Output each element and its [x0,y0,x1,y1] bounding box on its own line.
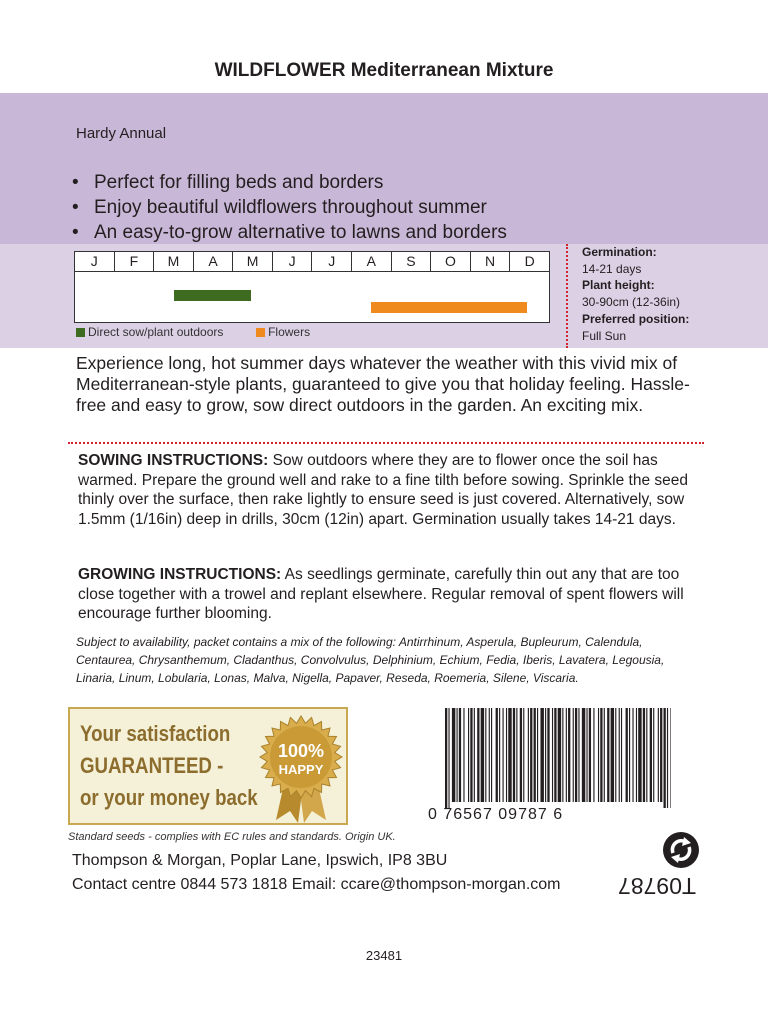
dotted-divider [68,442,704,444]
product-code: T09787 [618,873,697,899]
barcode-bar [457,708,458,802]
barcode-bar [566,708,567,802]
barcode [445,708,671,808]
barcode-bar [667,708,668,808]
growing-instructions [78,565,708,624]
guarantee-line: Your satisfaction [80,721,231,746]
badge-happy: HAPPY [278,762,324,777]
barcode-bar [615,708,616,802]
barcode-bar [448,708,449,808]
barcode-bar [516,708,517,802]
barcode-bar [474,708,475,802]
barcode-bar [604,708,605,802]
germination-value: 14-21 days [582,262,642,276]
barcode-bar [670,708,671,808]
barcode-bar [653,708,654,802]
month-label: N [471,252,511,271]
sowing-instructions [78,451,708,529]
position-label: Preferred position: [582,312,690,326]
barcode-bar [582,708,585,802]
sow-swatch [76,328,85,337]
month-label: A [194,252,234,271]
barcode-bar [629,708,630,802]
barcode-bar [477,708,479,802]
legend-sow-label: Direct sow/plant outdoors [88,325,224,339]
month-label: D [524,253,535,269]
barcode-bar [650,708,652,802]
month-header [75,252,549,272]
barcode-bar [540,708,543,802]
month-label: F [115,252,155,271]
barcode-bar [545,708,546,802]
barcode-bar [534,708,536,802]
happy-badge-icon [258,715,344,825]
barcode-bar [568,708,570,802]
recycle-icon [662,831,700,869]
position-value: Full Sun [582,329,627,343]
month-label: J [273,252,313,271]
plant-type: Hardy Annual [76,125,167,142]
barcode-bar [626,708,628,802]
barcode-bar [589,708,591,802]
barcode-bar [489,708,490,802]
calendar-legend [76,325,310,339]
bullet-text: Perfect for filling beds and borders [94,172,384,193]
barcode-bar [445,708,447,808]
barcode-bar [508,708,511,802]
guarantee-panel [68,707,348,825]
barcode-bar [632,708,633,802]
barcode-bar [658,708,659,802]
barcode-bar [636,708,637,802]
sowing-calendar [74,251,550,323]
barcode-bar [619,708,620,802]
standards-note: Standard seeds - complies with EC rules and standards. Origin UK. [68,831,396,843]
month-label: M [233,252,273,271]
barcode-bar [638,708,641,802]
height-label: Plant height: [582,278,655,292]
month-label: S [392,252,432,271]
barcode-bar [463,708,464,802]
bullet-text: An easy-to-grow alternative to lawns and borders [94,222,507,243]
barcode-bar [503,708,504,802]
barcode-bar [468,708,469,802]
barcode-bar [643,708,645,802]
barcode-bar [499,708,500,802]
barcode-bar [470,708,472,802]
barcode-bar [558,708,561,802]
barcode-bar [593,708,594,802]
barcode-bar [530,708,532,802]
barcode-bar [575,708,577,802]
sowing-heading: SOWING INSTRUCTIONS: [78,452,269,469]
barcode-number: 0 76567 09787 6 [428,806,564,823]
barcode-bar [598,708,599,802]
barcode-bar [611,708,614,802]
flowering-period-bar [371,302,527,313]
barcode-bar [547,708,549,802]
growing-heading: GROWING INSTRUCTIONS: [78,566,282,583]
barcode-bar [481,708,484,802]
barcode-bar [452,708,455,802]
barcode-bar [523,708,524,802]
barcode-bar [646,708,647,802]
company-address: Thompson & Morgan, Poplar Lane, Ipswich, IP8 3BU [72,852,448,869]
guarantee-line: or your money back [80,785,258,810]
sow-period-bar [174,290,251,301]
barcode-bar [459,708,461,802]
legend-flowers-label: Flowers [268,325,311,339]
barcode-bar [607,708,609,802]
contact-details: Contact centre 0844 573 1818 Email: ccare@thompson-morgan.com [72,876,561,893]
barcode-bar [485,708,486,802]
barcode-bar [586,708,587,802]
barcode-bar [600,708,602,802]
guarantee-line: GUARANTEED - [80,753,224,778]
barcode-bar [506,708,507,802]
barcode-bar [664,708,666,808]
growing-text: As seedlings germinate, carefully thin out any that are too close together with a trowel and replant elsewhere. Regular removal of spent flowers will encourage further blooming. [78,566,684,622]
barcode-bar [552,708,553,802]
barcode-bar [513,708,515,802]
barcode-bar [660,708,662,802]
barcode-bar [578,708,579,802]
barcode-bar [496,708,498,802]
page-title: WILDFLOWER Mediterranean Mixture [214,60,554,81]
dotted-divider [566,244,568,348]
month-label: J [312,252,352,271]
barcode-bar [621,708,622,802]
barcode-bar [528,708,529,802]
height-value: 30-90cm (12-36in) [582,295,681,309]
barcode-bar [562,708,563,802]
barcode-bar [491,708,492,802]
badge-percent: 100% [277,741,325,761]
barcode-bar [520,708,522,802]
germination-label: Germination: [582,245,657,259]
product-description: Experience long, hot summer days whatever the weather with this vivid mix of Mediterranean-style plants, guaranteed to give you that holiday feeling. Hassle-free and easy to grow, sow direct outdoors in the garden. An exciting mix. [76,353,690,415]
bullet-item: • Perfect for filling beds and borders [72,172,384,193]
variety-list: Subject to availability, packet contains a mix of the following: Antirrhinum, Asperula, Bupleurum, Calendula, Centaurea, Chrysanthemum, Cladanthus, Convolvulus, Delphinium, Echium, Fedia, Iberis, Lavatera, Legousia, Linaria, Linum, Lobularia, Lonas, Malva, Nigella, Papaver, Reseda, Roemeria, Silene, Viscaria. [76,635,665,685]
barcode-bar [554,708,556,802]
barcode-bar [537,708,538,802]
growing-facts [566,244,766,348]
month-label: A [352,252,392,271]
month-label: M [154,252,194,271]
barcode-bar [573,708,574,802]
sowing-text: Sow outdoors where they are to flower once the soil has warmed. Prepare the ground well and rake to a fine tilth before sowing. Sprinkle the seed thinly over the surface, then rake lightly to ensure seed is just covered. Alternatively, sow 1.5mm (1/16in) deep in drills, 30cm (12in) apart. Germination usually takes 14-21 days. [78,452,689,528]
reference-number: 23481 [365,948,403,963]
month-label: O [431,252,471,271]
bullet-item: • Enjoy beautiful wildflowers throughout summer [72,197,487,218]
bullet-item: • An easy-to-grow alternative to lawns and borders [72,222,507,243]
flowers-swatch [256,328,265,337]
month-label: J [75,252,115,271]
bullet-text: Enjoy beautiful wildflowers throughout summer [94,197,487,218]
